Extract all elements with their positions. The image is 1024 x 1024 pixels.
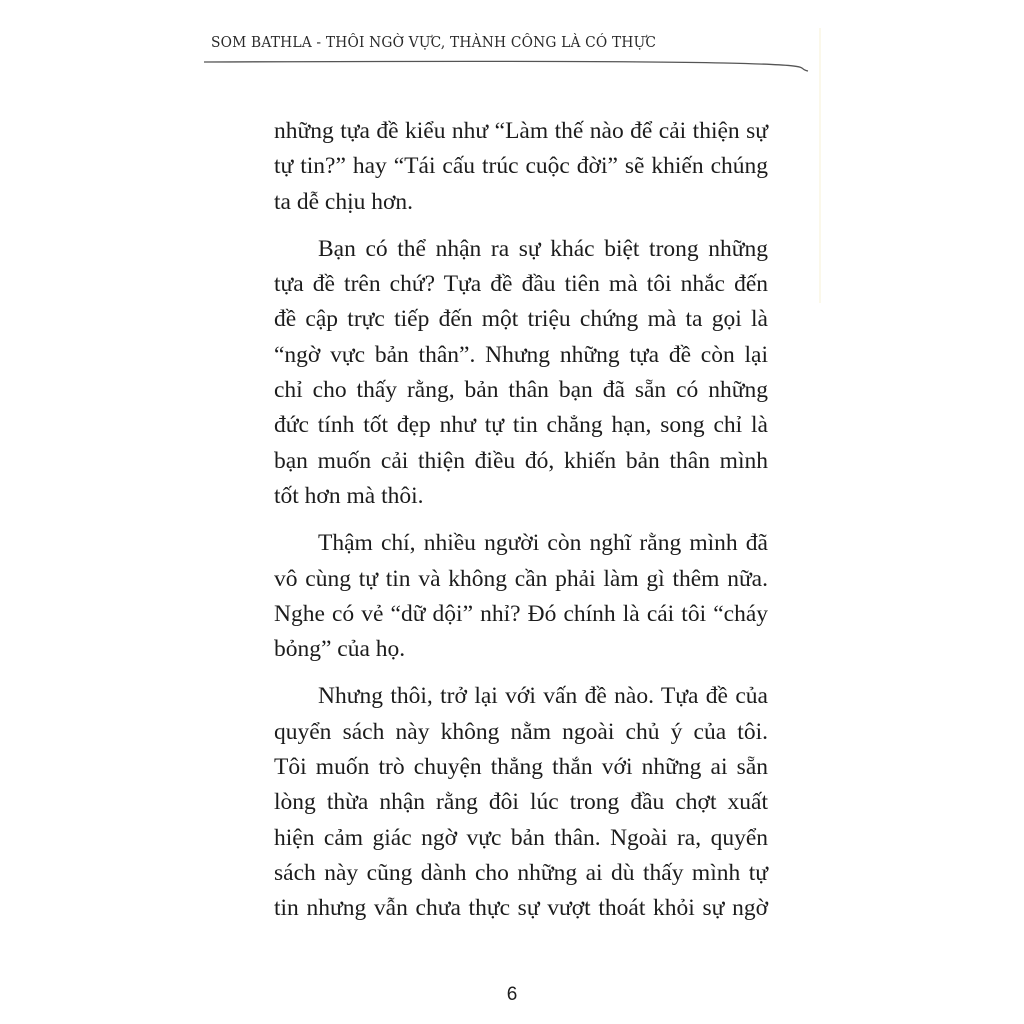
text-line: Nhưng thôi, trở lại với vấn đề nào. Tựa đề của [318,683,768,710]
text-line: tựa đề trên chứ? Tựa đề đầu tiên mà tôi nhắc đến [274,271,768,298]
header-rule-divider [204,60,808,74]
text-line: bỏng” của họ. [274,636,406,663]
text-line: vô cùng tự tin và không cần phải làm gì thêm nữa. [274,565,768,592]
text-line: lòng thừa nhận rằng đôi lúc trong đầu chợt xuất [274,789,768,816]
text-line: Thậm chí, nhiều người còn nghĩ rằng mình đã [318,530,768,557]
text-line: hiện cảm giác ngờ vực bản thân. Ngoài ra, quyển [274,824,768,851]
text-line: tự tin?” hay “Tái cấu trúc cuộc đời” sẽ khiến chúng [274,153,768,180]
text-line: bạn muốn cải thiện điều đó, khiến bản thân mình [274,447,768,474]
paragraph-3 [274,526,768,667]
paragraph-1 [274,114,768,220]
running-header-title: SOM BATHLA - THÔI NGỜ VỰC, THÀNH CÔNG LÀ CÓ THỰC [211,33,657,51]
paragraph-4 [274,679,768,926]
text-line: đề cập trực tiếp đến một triệu chứng mà ta gọi là [274,306,768,333]
text-line: tin nhưng vẫn chưa thực sự vượt thoát khỏi sự ngờ [274,895,768,922]
text-line: quyển sách này không nằm ngoài chủ ý của tôi. [274,718,768,745]
paragraph-2 [274,232,768,514]
text-line: ta dễ chịu hơn. [274,188,414,215]
text-line: Bạn có thể nhận ra sự khác biệt trong những [318,235,768,262]
text-line: Tôi muốn trò chuyện thẳng thắn với những ai sẵn [274,754,768,781]
text-line: đức tính tốt đẹp như tự tin chẳng hạn, song chỉ là [274,412,768,439]
text-line: Nghe có vẻ “dữ dội” nhỉ? Đó chính là cái tôi “cháy [274,600,768,627]
text-line: “ngờ vực bản thân”. Nhưng những tựa đề còn lại [274,341,768,368]
page-number: 6 [506,984,518,1005]
page-edge-shadow [819,28,821,303]
body-text [274,114,768,939]
text-line: sách này cũng dành cho những ai dù thấy mình tự [274,859,768,886]
text-line: chỉ cho thấy rằng, bản thân bạn đã sẵn có những [274,377,768,404]
text-line: tốt hơn mà thôi. [274,482,424,509]
text-line: những tựa đề kiểu như “Làm thế nào để cải thiện sự [274,118,768,144]
